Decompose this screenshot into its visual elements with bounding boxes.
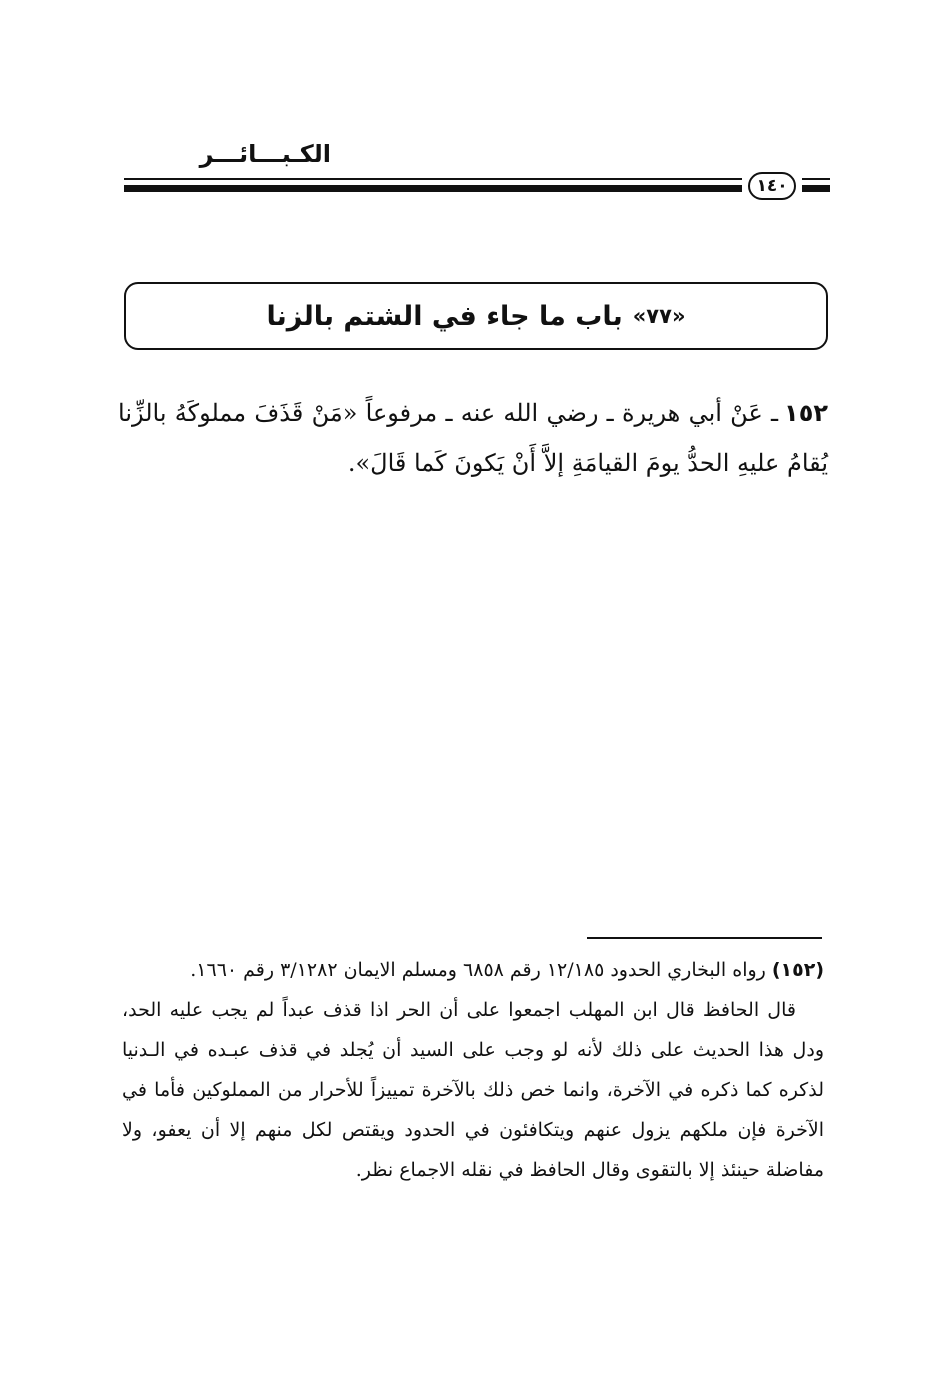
header-rule-thick [124, 185, 742, 192]
header-rule-thin [124, 178, 742, 180]
running-title: الكـبـــائـــر [199, 140, 331, 168]
header-rule-thick-right [802, 185, 830, 192]
footnote-commentary: قال الحافظ قال ابن المهلب اجمعوا على أن الحر اذا قذف عبداً لم يجب عليه الحد، ودل هذا الحديث على ذلك لأنه لو وجب على السيد أن يُجلد في قذف عبـده في الـدنيا لذكره كما ذكره في الآخرة، وانما خص ذلك بالآخرة تمييزاً للأحرار من المملوكين فأما في الآخرة فإن ملكهم يزول عنهم ويتكافئون في الحدود ويقتص لكل منهم إلا أن يعفو، ولا مفاضلة حينئذ إلا بالتقوى وقال الحافظ في نقله الاجماع نظر. [122, 999, 824, 1181]
footnotes [122, 950, 824, 1190]
hadith-text: ـ عَنْ أبي هريرة ـ رضي الله عنه ـ مرفوعاً «مَنْ قَذَفَ مملوكَهُ بالزِّنا يُقامُ عليهِ الحدُّ يومَ القيامَةِ إلاَّ أَنْ يَكونَ كَما قَالَ». [118, 399, 828, 477]
page-number: ١٤٠ [748, 172, 796, 200]
header-rule-thin-right [802, 178, 830, 180]
hadith-paragraph [118, 388, 828, 488]
footnote-source-text: رواه البخاري الحدود ١٢/١٨٥ رقم ٦٨٥٨ ومسلم الايمان ٣/١٢٨٢ رقم ١٦٦٠. [190, 959, 766, 981]
hadith-number: ١٥٢ [784, 399, 828, 427]
footnote-source [122, 950, 824, 990]
chapter-heading-box [124, 282, 828, 350]
chapter-title: باب ما جاء في الشتم بالزنا [266, 300, 623, 332]
footnote-separator [587, 937, 822, 939]
chapter-heading [267, 301, 686, 332]
chapter-number: «٧٧» [632, 304, 686, 328]
footnote-ref: (١٥٢) [771, 959, 824, 981]
